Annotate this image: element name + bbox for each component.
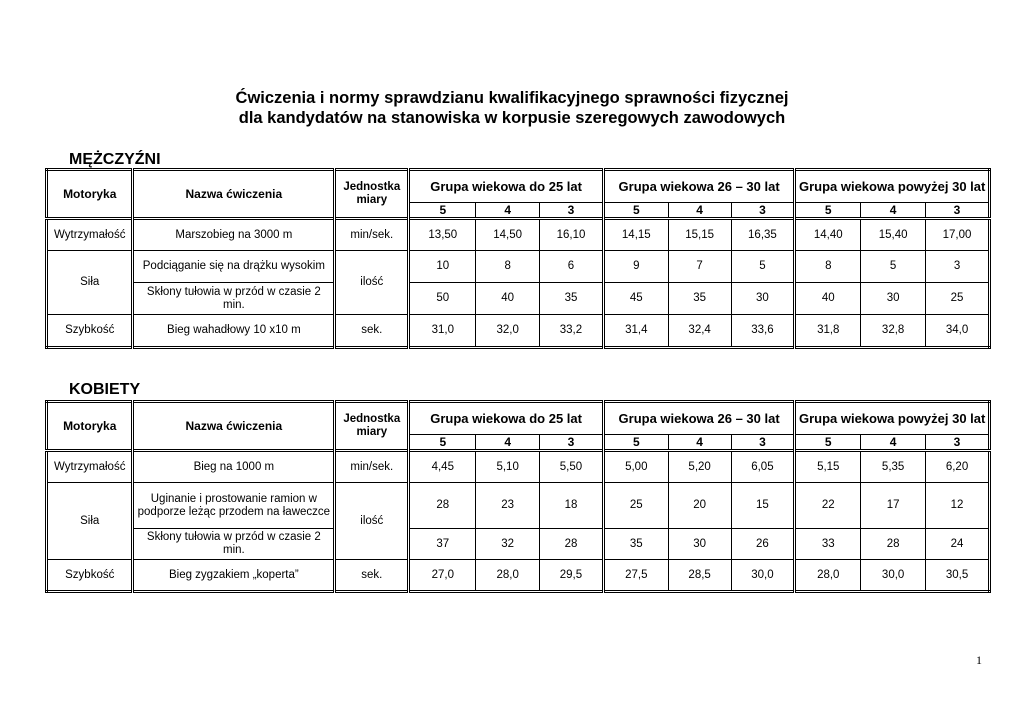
value-cell: 28 bbox=[409, 483, 476, 529]
value-cell: 10 bbox=[409, 251, 476, 283]
document-title bbox=[0, 88, 1024, 128]
value-cell: 32,4 bbox=[668, 315, 731, 348]
table-row bbox=[47, 451, 990, 483]
header-jednostka: Jednostka miary bbox=[335, 170, 409, 219]
category-cell: Szybkość bbox=[47, 560, 133, 592]
unit-cell: sek. bbox=[335, 315, 409, 348]
unit-cell: ilość bbox=[335, 483, 409, 560]
value-cell: 26 bbox=[731, 529, 795, 560]
table-row bbox=[47, 283, 990, 315]
table-row bbox=[47, 315, 990, 348]
value-cell: 4,45 bbox=[409, 451, 476, 483]
header-motoryka: Motoryka bbox=[47, 170, 133, 219]
value-cell: 50 bbox=[409, 283, 476, 315]
grade-label: 3 bbox=[731, 435, 795, 451]
value-cell: 15,15 bbox=[668, 219, 731, 251]
value-cell: 5 bbox=[731, 251, 795, 283]
value-cell: 6,05 bbox=[731, 451, 795, 483]
grade-label: 3 bbox=[926, 435, 990, 451]
unit-cell: ilość bbox=[335, 251, 409, 315]
value-cell: 32,8 bbox=[861, 315, 926, 348]
value-cell: 35 bbox=[540, 283, 604, 315]
value-cell: 6,20 bbox=[926, 451, 990, 483]
value-cell: 37 bbox=[409, 529, 476, 560]
value-cell: 5,20 bbox=[668, 451, 731, 483]
header-group-2: Grupa wiekowa 26 – 30 lat bbox=[603, 402, 794, 435]
exercise-cell: Bieg na 1000 m bbox=[133, 451, 335, 483]
value-cell: 17 bbox=[861, 483, 926, 529]
value-cell: 5,35 bbox=[861, 451, 926, 483]
unit-cell: min/sek. bbox=[335, 451, 409, 483]
value-cell: 40 bbox=[476, 283, 540, 315]
value-cell: 28 bbox=[540, 529, 604, 560]
value-cell: 29,5 bbox=[540, 560, 604, 592]
table-row bbox=[47, 483, 990, 529]
value-cell: 14,50 bbox=[476, 219, 540, 251]
value-cell: 31,0 bbox=[409, 315, 476, 348]
category-cell: Szybkość bbox=[47, 315, 133, 348]
value-cell: 24 bbox=[926, 529, 990, 560]
men-norms-table bbox=[45, 168, 991, 349]
value-cell: 23 bbox=[476, 483, 540, 529]
section-label-women: KOBIETY bbox=[69, 381, 141, 398]
value-cell: 12 bbox=[926, 483, 990, 529]
grade-label: 4 bbox=[861, 203, 926, 219]
value-cell: 33,6 bbox=[731, 315, 795, 348]
value-cell: 5,50 bbox=[540, 451, 604, 483]
grade-label: 4 bbox=[476, 435, 540, 451]
title-line-2: dla kandydatów na stanowiska w korpusie szeregowych zawodowych bbox=[238, 109, 786, 127]
value-cell: 17,00 bbox=[926, 219, 990, 251]
value-cell: 27,0 bbox=[409, 560, 476, 592]
exercise-cell: Skłony tułowia w przód w czasie 2 min. bbox=[133, 283, 335, 315]
grade-label: 4 bbox=[668, 435, 731, 451]
grade-label: 3 bbox=[540, 435, 604, 451]
value-cell: 25 bbox=[926, 283, 990, 315]
value-cell: 27,5 bbox=[603, 560, 668, 592]
grade-label: 5 bbox=[409, 203, 476, 219]
value-cell: 8 bbox=[795, 251, 861, 283]
value-cell: 32,0 bbox=[476, 315, 540, 348]
value-cell: 30,5 bbox=[926, 560, 990, 592]
value-cell: 40 bbox=[795, 283, 861, 315]
value-cell: 5 bbox=[861, 251, 926, 283]
exercise-cell: Podciąganie się na drążku wysokim bbox=[133, 251, 335, 283]
value-cell: 5,10 bbox=[476, 451, 540, 483]
value-cell: 28 bbox=[861, 529, 926, 560]
value-cell: 35 bbox=[668, 283, 731, 315]
value-cell: 33,2 bbox=[540, 315, 604, 348]
header-row bbox=[47, 170, 990, 203]
value-cell: 16,10 bbox=[540, 219, 604, 251]
value-cell: 28,0 bbox=[476, 560, 540, 592]
value-cell: 30,0 bbox=[731, 560, 795, 592]
exercise-cell: Marszobieg na 3000 m bbox=[133, 219, 335, 251]
value-cell: 28,0 bbox=[795, 560, 861, 592]
value-cell: 5,00 bbox=[603, 451, 668, 483]
grade-label: 4 bbox=[668, 203, 731, 219]
grade-label: 5 bbox=[795, 203, 861, 219]
value-cell: 6 bbox=[540, 251, 604, 283]
header-group-1: Grupa wiekowa do 25 lat bbox=[409, 170, 604, 203]
value-cell: 13,50 bbox=[409, 219, 476, 251]
value-cell: 30 bbox=[861, 283, 926, 315]
grade-label: 3 bbox=[731, 203, 795, 219]
header-jednostka: Jednostka miary bbox=[335, 402, 409, 451]
header-nazwa: Nazwa ćwiczenia bbox=[133, 170, 335, 219]
value-cell: 33 bbox=[795, 529, 861, 560]
grade-label: 5 bbox=[795, 435, 861, 451]
title-line-1: Ćwiczenia i normy sprawdzianu kwalifikacyjnego sprawności fizycznej bbox=[235, 89, 789, 107]
grade-label: 5 bbox=[603, 435, 668, 451]
section-label-men: MĘŻCZYŹNI bbox=[69, 151, 161, 168]
value-cell: 18 bbox=[540, 483, 604, 529]
women-norms-table bbox=[45, 400, 991, 593]
grade-label: 3 bbox=[926, 203, 990, 219]
header-group-3: Grupa wiekowa powyżej 30 lat bbox=[795, 402, 990, 435]
value-cell: 16,35 bbox=[731, 219, 795, 251]
table-row bbox=[47, 529, 990, 560]
value-cell: 14,40 bbox=[795, 219, 861, 251]
value-cell: 22 bbox=[795, 483, 861, 529]
table-row bbox=[47, 219, 990, 251]
value-cell: 8 bbox=[476, 251, 540, 283]
page-number: 1 bbox=[976, 653, 982, 667]
value-cell: 30 bbox=[731, 283, 795, 315]
exercise-cell: Skłony tułowia w przód w czasie 2 min. bbox=[133, 529, 335, 560]
grade-label: 4 bbox=[476, 203, 540, 219]
header-motoryka: Motoryka bbox=[47, 402, 133, 451]
value-cell: 14,15 bbox=[603, 219, 668, 251]
grade-label: 3 bbox=[540, 203, 604, 219]
category-cell: Siła bbox=[47, 251, 133, 315]
value-cell: 35 bbox=[603, 529, 668, 560]
header-group-1: Grupa wiekowa do 25 lat bbox=[409, 402, 604, 435]
value-cell: 15 bbox=[731, 483, 795, 529]
header-nazwa: Nazwa ćwiczenia bbox=[133, 402, 335, 451]
value-cell: 31,8 bbox=[795, 315, 861, 348]
unit-cell: sek. bbox=[335, 560, 409, 592]
header-group-2: Grupa wiekowa 26 – 30 lat bbox=[603, 170, 794, 203]
exercise-cell: Uginanie i prostowanie ramion w podporze leżąc przodem na ławeczce bbox=[133, 483, 335, 529]
exercise-cell: Bieg zygzakiem „koperta” bbox=[133, 560, 335, 592]
value-cell: 5,15 bbox=[795, 451, 861, 483]
value-cell: 28,5 bbox=[668, 560, 731, 592]
category-cell: Wytrzymałość bbox=[47, 451, 133, 483]
value-cell: 15,40 bbox=[861, 219, 926, 251]
value-cell: 20 bbox=[668, 483, 731, 529]
grade-label: 5 bbox=[603, 203, 668, 219]
exercise-cell: Bieg wahadłowy 10 x10 m bbox=[133, 315, 335, 348]
value-cell: 30,0 bbox=[861, 560, 926, 592]
value-cell: 45 bbox=[603, 283, 668, 315]
category-cell: Wytrzymałość bbox=[47, 219, 133, 251]
header-group-3: Grupa wiekowa powyżej 30 lat bbox=[795, 170, 990, 203]
value-cell: 9 bbox=[603, 251, 668, 283]
table-row bbox=[47, 560, 990, 592]
value-cell: 25 bbox=[603, 483, 668, 529]
table-row bbox=[47, 251, 990, 283]
value-cell: 30 bbox=[668, 529, 731, 560]
category-cell: Siła bbox=[47, 483, 133, 560]
value-cell: 7 bbox=[668, 251, 731, 283]
grade-label: 5 bbox=[409, 435, 476, 451]
value-cell: 32 bbox=[476, 529, 540, 560]
grade-label: 4 bbox=[861, 435, 926, 451]
value-cell: 34,0 bbox=[926, 315, 990, 348]
unit-cell: min/sek. bbox=[335, 219, 409, 251]
value-cell: 3 bbox=[926, 251, 990, 283]
value-cell: 31,4 bbox=[603, 315, 668, 348]
header-row bbox=[47, 402, 990, 435]
